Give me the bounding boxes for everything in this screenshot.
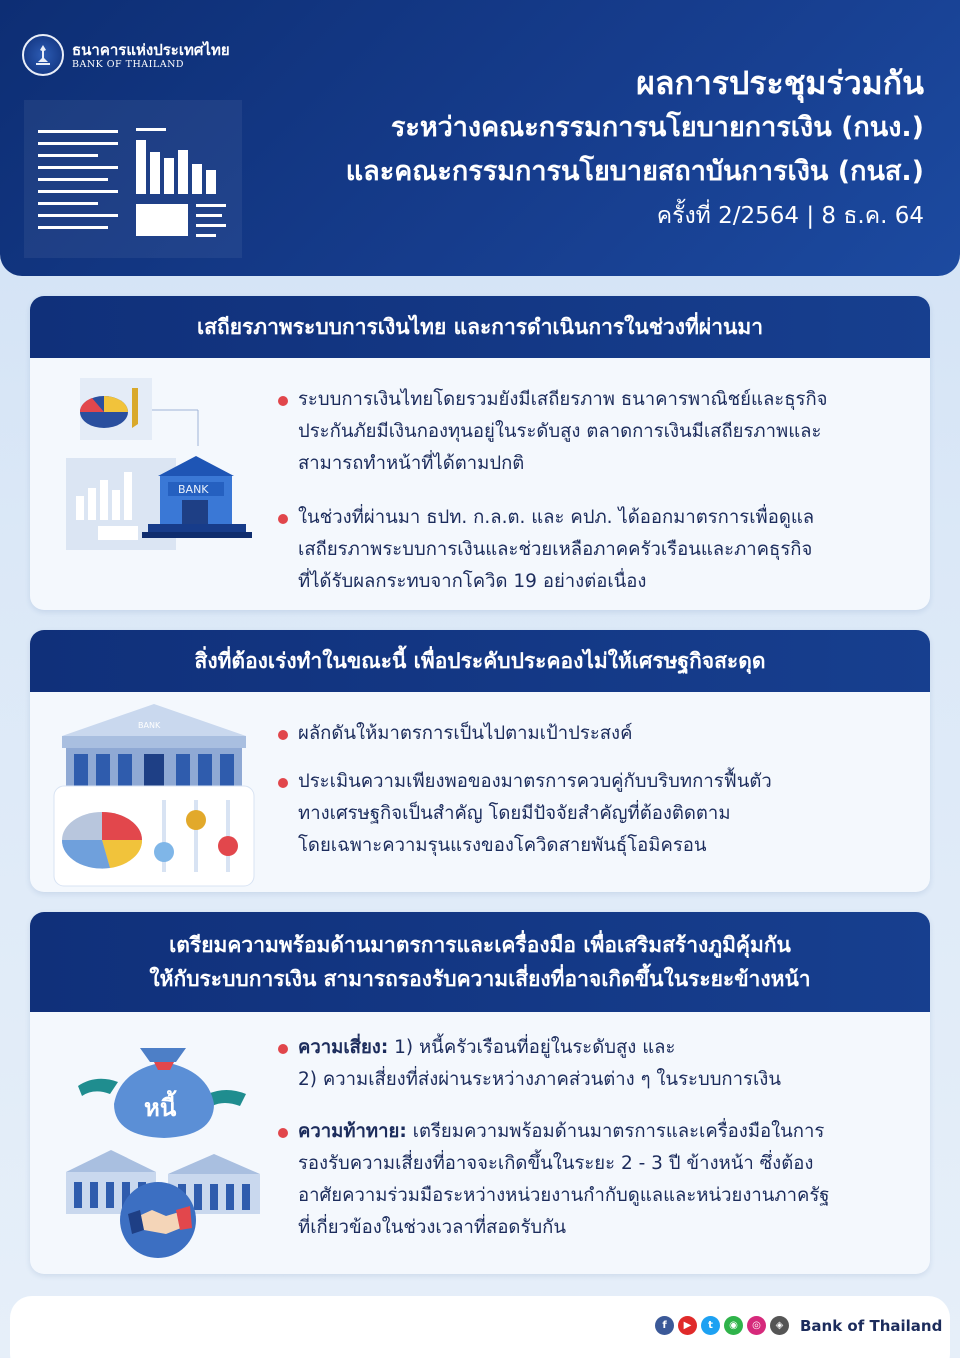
line-icon[interactable]: ◉ [724, 1316, 743, 1335]
bullet-push-measures [276, 718, 904, 750]
section-3-heading-line-1: เตรียมความพร้อมด้านมาตรการและเครื่องมือ เพื่อเสริมสร้างภูมิคุ้มกัน [169, 933, 791, 957]
section-preparedness [30, 912, 930, 1274]
header-meeting-info: ครั้งที่ 2/2564 | 8 ธ.ค. 64 [656, 203, 924, 229]
bullet-line: ในช่วงที่ผ่านมา ธปท. ก.ล.ต. และ คปภ. ได้ออกมาตรการเพื่อดูแล [298, 507, 815, 528]
bullet-line: เตรียมความพร้อมด้านมาตรการและเครื่องมือในการ [406, 1121, 825, 1142]
bullet-line: เสถียรภาพระบบการเงินและช่วยเหลือภาคครัวเรือนและภาคธุรกิจ [298, 539, 813, 560]
bank-sign-label: BANK [178, 483, 209, 496]
section-2-heading-text: สิ่งที่ต้องเร่งทำในขณะนี้ เพื่อประคับประคองไม่ให้เศรษฐกิจสะดุด [194, 648, 766, 673]
header-banner [0, 0, 960, 276]
org-name-th: ธนาคารแห่งประเทศไทย [72, 40, 230, 59]
header-title-main: ผลการประชุมร่วมกัน [636, 64, 924, 102]
bullet-challenges [276, 1116, 904, 1244]
bullet-risks [276, 1032, 904, 1096]
bot-seal-icon [22, 34, 64, 76]
bullet-line: รองรับความเสี่ยงที่อาจจะเกิดขึ้นในระยะ 2 - 3 ปี ข้างหน้า ซึ่งต้อง [298, 1153, 814, 1174]
bullet-label-challenges: ความท้าทาย: [298, 1121, 407, 1142]
bullet-line: สามารถทำหน้าที่ได้ตามปกติ [298, 453, 525, 474]
bullet-line: 2) ความเสี่ยงที่ส่งผ่านระหว่างภาคส่วนต่าง ๆ ในระบบการเงิน [298, 1069, 781, 1090]
debt-cooperation-illustration [48, 1024, 278, 1264]
org-name-en: BANK OF THAILAND [72, 58, 185, 70]
bullet-line: โดยเฉพาะความรุนแรงของโควิดสายพันธุ์โอมิครอน [298, 835, 707, 856]
bullet-line: ทางเศรษฐกิจเป็นสำคัญ โดยมีปัจจัยสำคัญที่ต้องติดตาม [298, 803, 731, 824]
instagram-icon[interactable]: ◎ [747, 1316, 766, 1335]
bullet-line: ที่ได้รับผลกระทบจากโควิด 19 อย่างต่อเนื่อง [298, 571, 647, 592]
section-2-heading [30, 630, 930, 692]
bot-logo[interactable] [22, 34, 230, 76]
bullet-line: ระบบการเงินไทยโดยรวมยังมีเสถียรภาพ ธนาคารพาณิชย์และธุรกิจ [298, 389, 828, 410]
bank-chart-illustration [48, 376, 258, 552]
twitter-icon[interactable]: t [701, 1316, 720, 1335]
footer [10, 1296, 950, 1358]
header-title-mpc: ระหว่างคณะกรรมการนโยบายการเงิน (กนง.) [390, 112, 924, 143]
bullet-assess-measures [276, 766, 904, 862]
social-links [655, 1316, 789, 1335]
bullet-line: ประกันภัยมีเงินกองทุนอยู่ในระดับสูง ตลาดการเงินมีเสถียรภาพและ [298, 421, 822, 442]
section-financial-stability [30, 296, 930, 610]
podcast-icon[interactable]: ◈ [770, 1316, 789, 1335]
section-1-heading-text: เสถียรภาพระบบการเงินไทย และการดำเนินการในช่วงที่ผ่านมา [197, 314, 763, 339]
section-3-heading [30, 912, 930, 1012]
debt-bag-label: หนี้ [144, 1094, 177, 1122]
header-title-block [346, 60, 924, 238]
section-1-heading [30, 296, 930, 358]
bank-roof-label: BANK [138, 721, 161, 730]
footer-brand[interactable]: Bank of Thailand [800, 1317, 943, 1335]
report-chart-icon [24, 100, 242, 258]
facebook-icon[interactable]: f [655, 1316, 674, 1335]
bullet-line: 1) หนี้ครัวเรือนที่อยู่ในระดับสูง และ [388, 1037, 676, 1058]
bullet-measures [276, 502, 904, 598]
bullet-line: ที่เกี่ยวข้องในช่วงเวลาที่สอดรับกัน [298, 1217, 566, 1238]
section-3-heading-line-2: ให้กับระบบการเงิน สามารถรองรับความเสี่ยงที่อาจเกิดขึ้นในระยะข้างหน้า [149, 967, 811, 991]
bank-dashboard-illustration [48, 700, 268, 888]
bullet-line: ผลักดันให้มาตรการเป็นไปตามเป้าประสงค์ [298, 723, 633, 744]
bullet-line: อาศัยความร่วมมือระหว่างหน่วยงานกำกับดูแลและหน่วยงานภาครัฐ [298, 1185, 830, 1206]
youtube-icon[interactable]: ▶ [678, 1316, 697, 1335]
section-urgent-actions [30, 630, 930, 892]
bullet-stability [276, 384, 904, 480]
bullet-line: ประเมินความเพียงพอของมาตรการควบคู่กับบริบทการฟื้นตัว [298, 771, 772, 792]
bullet-label-risks: ความเสี่ยง: [298, 1037, 389, 1058]
header-title-fipc: และคณะกรรมการนโยบายสถาบันการเงิน (กนส.) [345, 156, 924, 187]
